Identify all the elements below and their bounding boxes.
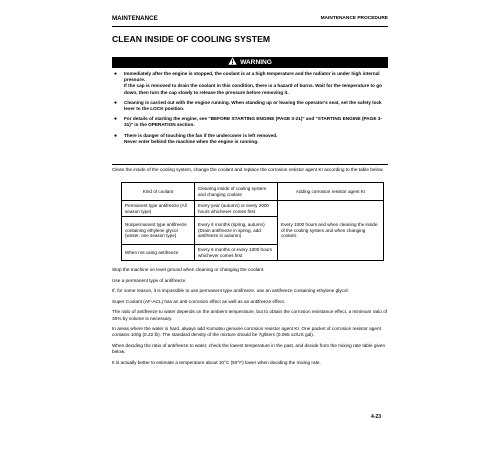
warning-item xyxy=(112,116,388,128)
table-header: Cleaning inside of cooling system and changing coolant xyxy=(195,183,278,201)
paragraph: Super Coolant (AF-ACL) has an anti-corrosion effect as well as an antifreeze effect. xyxy=(112,298,286,304)
paragraph: It is actually better to estimate a temperature about 10°C (50°F) lower when deciding the mixing rate. xyxy=(112,359,321,365)
warning-text: Immediately after the engine is stopped, the coolant is at a high temperature and the radiator is under high internal pressure. xyxy=(124,71,380,83)
warning-list xyxy=(112,71,388,149)
warning-banner xyxy=(112,57,388,68)
warning-triangle-icon xyxy=(228,57,237,65)
section-title: CLEAN INSIDE OF COOLING SYSTEM xyxy=(112,34,271,44)
bullet-icon: ● xyxy=(114,116,118,123)
table-cell: Every 6 months or every 1000 hours whichever comes first xyxy=(195,245,278,261)
bullet-icon: ● xyxy=(114,71,118,77)
paragraph: The ratio of antifreeze to water depends on the ambient temperature, but to obtain the corrosion resistance effect, a minimum ratio of 30% by volume is necessary. xyxy=(112,309,388,321)
warning-item xyxy=(112,133,388,145)
table-cell: Permanent type antifreeze (All season type) xyxy=(122,201,195,217)
warning-text: Never enter behind the machine when the engine is running. xyxy=(124,138,259,144)
warning-text: There is danger of touching the fan if the undercover is left removed. xyxy=(124,132,278,138)
paragraph: If, for some reason, it is impossible to use permanent type antifreeze, use an antifreeze containing ethylene glycol. xyxy=(112,288,349,294)
coolant-schedule-table xyxy=(121,182,384,261)
page-number: 4-23 xyxy=(371,414,382,420)
table-row xyxy=(122,201,384,217)
warning-text: Cleaning is carried out with the engine running. When standing up or leaving the operator's seat, set the safety lock lever to the LOCK position. xyxy=(124,99,382,112)
table-header-row xyxy=(122,183,384,201)
table-cell: When not using antifreeze xyxy=(122,245,195,261)
intro-text: Clean the inside of the cooling system, change the coolant and replace the corrosion resistor agent KI according to the table below. xyxy=(112,167,384,172)
warning-text: For details of starting the engine, see "BEFORE STARTING ENGINE (PAGE 3-21)" and "STARTING ENGINE (PAGE 3-31)" in the OPERATION section. xyxy=(124,116,382,128)
paragraph: When deciding the ratio of antifreeze to water, check the lowest temperature in the past, and decide from the mixing rate table given below. xyxy=(112,342,386,355)
warning-item xyxy=(112,71,388,96)
table-cell: Every year (autumn) or every 2000 hours whichever comes first xyxy=(195,201,278,217)
warning-item xyxy=(112,100,388,112)
header-subsection: MAINTENANCE PROCEDURE xyxy=(320,16,388,21)
warning-text: If the cap is removed to drain the coolant in this condition, there is a hazard of burns. Wait for the temperature to go down, then turn the cap slowly to release the pressure before removing it. xyxy=(124,83,382,95)
bullet-icon: ● xyxy=(114,99,118,106)
header-section: MAINTENANCE xyxy=(112,15,158,22)
table-header: Kind of coolant xyxy=(122,183,195,201)
warning-label: WARNING xyxy=(240,59,272,66)
bullet-icon: ● xyxy=(114,132,118,139)
warning-box xyxy=(112,57,388,161)
paragraph: Use a permanent type of antifreeze. xyxy=(112,277,187,283)
table-cell: Nonpermanent type antifreeze containing ethylene glycol (winter, one season type) xyxy=(122,217,195,245)
page-header xyxy=(112,14,388,27)
body-text xyxy=(112,267,390,370)
paragraph: In areas where the water is hard, always add Komatsu genuine corrosion resistor agent KI. One packet of corrosion resistor agent contains 100g (0.22 lb). The standard density of the mixture should be 7g/liters (0.065 oz/US gal). xyxy=(112,326,381,338)
table-header: Adding corrosion resistor agent KI xyxy=(278,183,384,201)
table-cell: Every 6 months (spring, autumn) (Drain antifreeze in spring, add antifreeze in autumn) xyxy=(195,217,278,245)
table-cell-merged: Every 1000 hours and when cleaning the inside of the cooling system and when changing coolant. xyxy=(278,201,384,261)
divider xyxy=(112,164,388,165)
paragraph: Stop the machine on level ground when cleaning or changing the coolant. xyxy=(112,267,265,272)
